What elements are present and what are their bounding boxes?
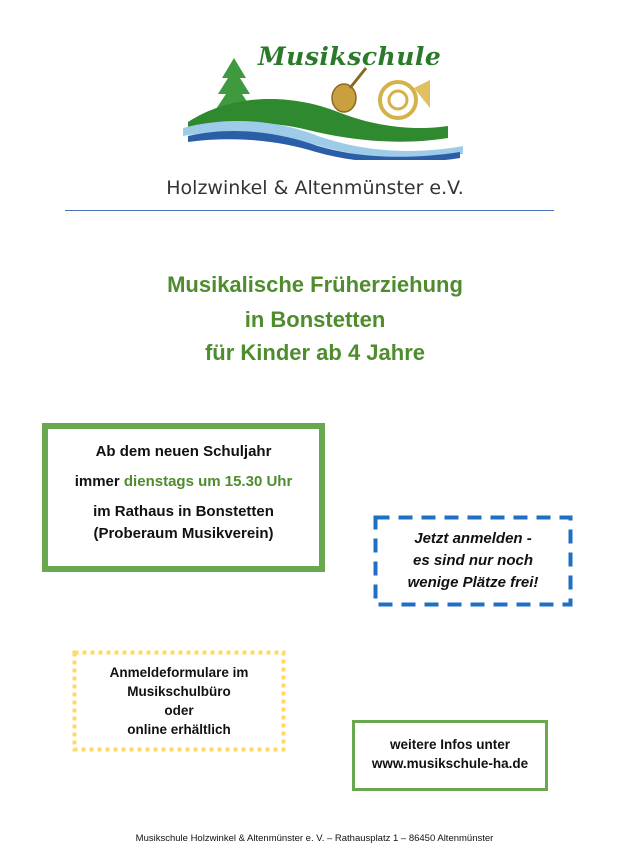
schedule-line-4: (Proberaum Musikverein) — [93, 525, 274, 542]
forms-box — [72, 650, 286, 752]
forms-line-4: online erhältlich — [127, 722, 231, 737]
title-line-2: in Bonstetten — [244, 307, 386, 332]
title-line-3: für Kinder ab 4 Jahre — [204, 340, 426, 365]
signup-line-3: wenige Plätze frei! — [407, 574, 539, 591]
forms-line-1: Anmeldeformulare im — [109, 665, 249, 680]
signup-line-1: Jetzt anmelden - — [414, 530, 532, 547]
info-box — [352, 720, 548, 791]
signup-box — [373, 515, 573, 607]
header-divider — [65, 210, 554, 211]
schedule-prefix: immer — [74, 473, 124, 490]
title-line-1: Musikalische Früherziehung — [167, 272, 463, 297]
signup-line-2: es sind nur noch — [412, 552, 533, 569]
schedule-line-3: im Rathaus in Bonstetten — [93, 503, 274, 520]
horn-icon — [380, 80, 430, 118]
schedule-line-2 — [48, 473, 319, 490]
organization-name: Holzwinkel & Altenmünster e.V. — [166, 177, 464, 199]
forms-line-3: oder — [164, 703, 194, 718]
footer-address: Musikschule Holzwinkel & Altenmünster e. V. – Rathausplatz 1 – 86450 Altenmünster — [135, 833, 494, 844]
schedule-time: dienstags um 15.30 Uhr — [123, 473, 293, 490]
forms-line-2: Musikschulbüro — [127, 684, 231, 699]
violin-icon — [332, 68, 366, 112]
schedule-line-1: Ab dem neuen Schuljahr — [95, 443, 272, 460]
logo-wordmark: Musikschule — [258, 42, 442, 71]
info-line-1: weitere Infos unter — [389, 737, 511, 752]
schedule-box — [42, 423, 325, 572]
website-link[interactable]: www.musikschule-ha.de — [371, 756, 529, 771]
